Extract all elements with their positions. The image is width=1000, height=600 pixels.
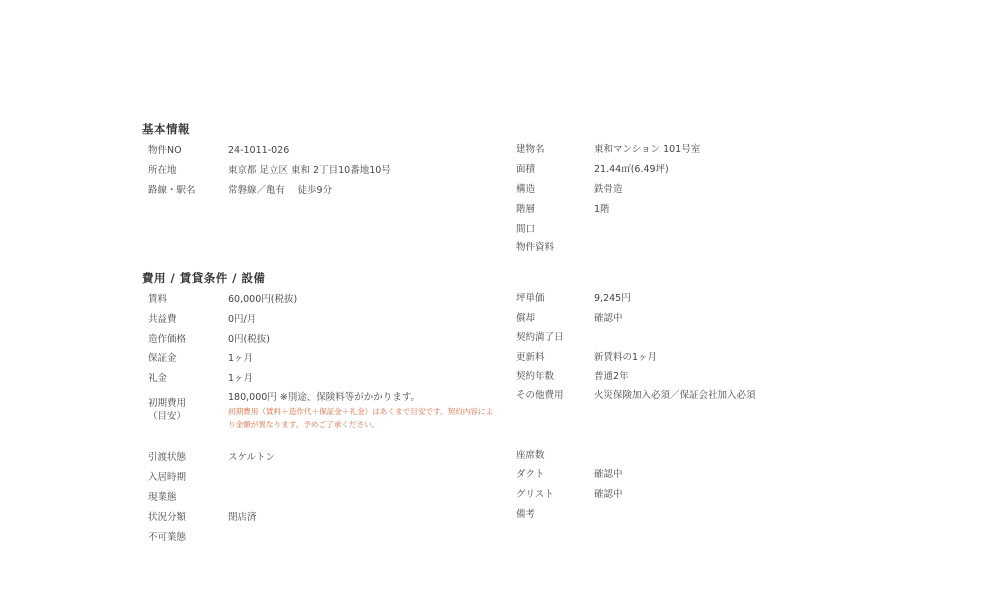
- fixture-price-label: 造作価格: [148, 334, 187, 345]
- grease-trap-value: 確認中: [594, 489, 623, 500]
- other-costs-label: その他費用: [516, 390, 564, 401]
- seats-label: 座席数: [516, 450, 545, 461]
- status-right: [516, 449, 846, 529]
- key-money-value: 1ヶ月: [228, 373, 254, 384]
- handover-label: 引渡状態: [148, 452, 187, 463]
- prohibited-business-label: 不可業態: [148, 532, 187, 543]
- frontage-label: 間口: [516, 224, 536, 235]
- handover-value: スケルトン: [228, 452, 276, 463]
- property-no-label: 物件NO: [148, 145, 182, 156]
- property-no-value: 24-1011-026: [228, 145, 290, 156]
- basic-info-left: [142, 144, 472, 204]
- basic-info-title: 基本情報: [142, 122, 190, 136]
- duct-value: 確認中: [594, 469, 623, 480]
- fees-title: 費用 / 賃貸条件 / 設備: [142, 271, 266, 285]
- tsubo-price-label: 坪単価: [516, 293, 545, 304]
- structure-value: 鉄骨造: [594, 184, 623, 195]
- duct-label: ダクト: [516, 469, 545, 480]
- area-label: 面積: [516, 164, 536, 175]
- area-value: 21.44㎡(6.49坪): [594, 164, 669, 175]
- renewal-fee-value: 新賃料の1ヶ月: [594, 352, 658, 363]
- station-value: 常磐線／亀有 徒歩9分: [228, 185, 333, 196]
- contract-years-label: 契約年数: [516, 371, 555, 382]
- amortization-label: 償却: [516, 313, 536, 324]
- key-money-label: 礼金: [148, 373, 168, 384]
- status-left: [142, 451, 472, 551]
- grease-trap-label: グリスト: [516, 489, 554, 500]
- fees-right: [516, 292, 846, 412]
- status-class-label: 状況分類: [148, 512, 187, 523]
- amortization-value: 確認中: [594, 313, 623, 324]
- rent-label: 賃料: [148, 294, 168, 305]
- rent-value: 60,000円(税抜): [228, 294, 298, 305]
- building-name-label: 建物名: [516, 144, 545, 155]
- station-label: 路線・駅名: [148, 185, 196, 196]
- building-name-value: 東和マンション 101号室: [594, 144, 701, 155]
- move-in-label: 入居時期: [148, 472, 187, 483]
- basic-info-right: [516, 143, 846, 263]
- current-business-label: 現業態: [148, 492, 177, 503]
- fixture-price-value: 0円(税抜): [228, 334, 270, 345]
- initial-cost-label-line2: （目安）: [148, 411, 187, 422]
- common-fee-label: 共益費: [148, 314, 177, 325]
- remarks-label: 備考: [516, 509, 536, 520]
- contract-end-label: 契約満了日: [516, 332, 564, 343]
- deposit-value: 1ヶ月: [228, 353, 254, 364]
- deposit-label: 保証金: [148, 353, 177, 364]
- address-label: 所在地: [148, 165, 177, 176]
- initial-cost-label-line1: 初期費用: [148, 398, 187, 409]
- floor-label: 階層: [516, 204, 536, 215]
- initial-cost-label: [148, 397, 186, 423]
- common-fee-value: 0円/月: [228, 314, 257, 325]
- initial-cost-note: 初期費用（賃料＋造作代＋保証金＋礼金）はあくまで目安です。契約内容により金額が異なります。予めご了承ください。: [228, 407, 494, 429]
- fees-left: [142, 293, 502, 433]
- contract-years-value: 普通2年: [594, 371, 629, 382]
- initial-cost-value: 180,000円 ※別途、保険料等がかかります。: [228, 392, 421, 403]
- status-class-value: 閉店済: [228, 512, 257, 523]
- tsubo-price-value: 9,245円: [594, 293, 631, 304]
- renewal-fee-label: 更新料: [516, 352, 545, 363]
- other-costs-value: 火災保険加入必須／保証会社加入必須: [594, 390, 756, 401]
- address-value: 東京都 足立区 東和 2丁目10番地10号: [228, 165, 391, 176]
- property-docs-label[interactable]: 物件資料: [516, 242, 555, 253]
- structure-label: 構造: [516, 184, 536, 195]
- floor-value: 1階: [594, 204, 610, 215]
